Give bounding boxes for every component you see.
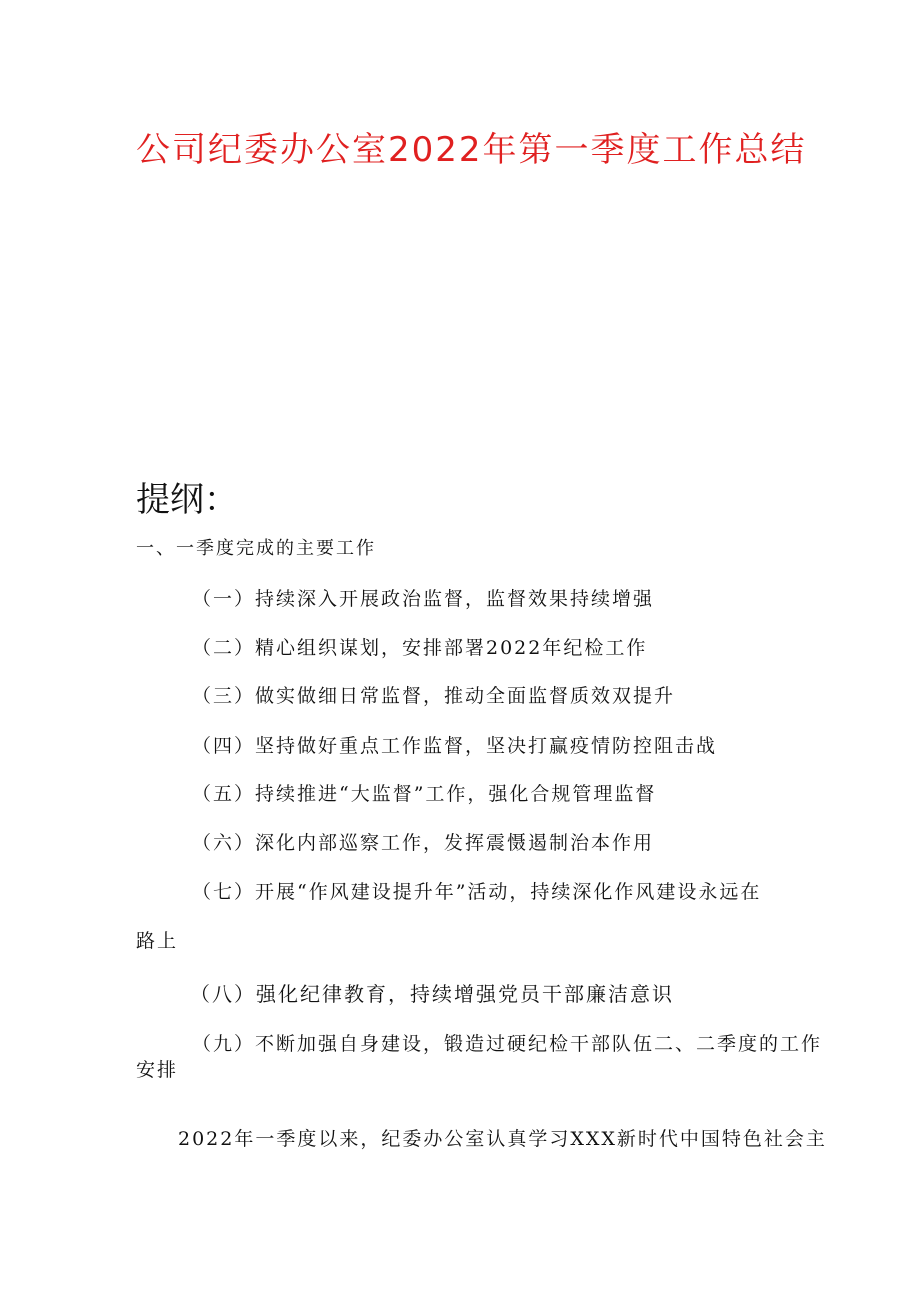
outline-item-1: （一）持续深入开展政治监督，监督效果持续增强 <box>192 588 655 610</box>
document-title: 公司纪委办公室2022年第一季度工作总结 <box>136 130 807 170</box>
outline-item-8: （八）强化纪律教育，持续增强党员干部廉洁意识 <box>190 982 674 1006</box>
outline-item-2: （二）精心组织谋划，安排部署2022年纪检工作 <box>192 637 648 659</box>
outline-heading: 提纲： <box>136 480 238 520</box>
outline-item-6: （六）深化内部巡察工作，发挥震慑遏制治本作用 <box>192 832 655 854</box>
outline-item-9: （九）不断加强自身建设，锻造过硬纪检干部队伍二、二季度的工作 <box>192 1033 823 1055</box>
section-heading: 一、一季度完成的主要工作 <box>136 538 376 559</box>
body-paragraph: 2022年一季度以来，纪委办公室认真学习XXX新时代中国特色社会主 <box>178 1128 827 1150</box>
outline-item-3: （三）做实做细日常监督，推动全面监督质效双提升 <box>192 685 676 707</box>
outline-item-7: （七）开展“作风建设提升年”活动，持续深化作风建设永远在 <box>192 881 762 903</box>
outline-item-5: （五）持续推进“大监督”工作，强化合规管理监督 <box>192 783 657 805</box>
outline-item-4: （四）坚持做好重点工作监督，坚决打赢疫情防控阻击战 <box>192 735 718 757</box>
outline-item-9-continuation: 安排 <box>136 1059 179 1081</box>
outline-item-7-continuation: 路上 <box>136 930 179 952</box>
